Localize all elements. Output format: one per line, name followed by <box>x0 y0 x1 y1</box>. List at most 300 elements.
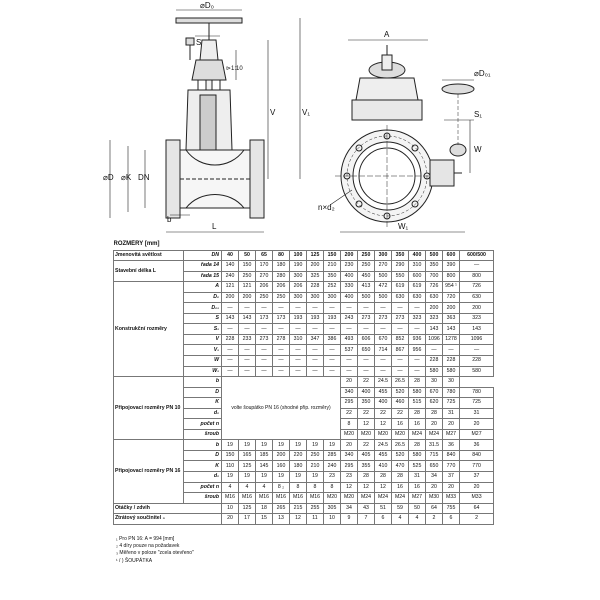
table-row <box>114 514 494 525</box>
table-cell: — <box>256 303 273 314</box>
table-cell: — <box>409 324 426 335</box>
table-cell: 770 <box>460 461 494 472</box>
table-cell: 8 <box>307 482 324 493</box>
table-cell: 125 <box>239 461 256 472</box>
table-cell: 206 <box>273 282 290 293</box>
table-cell: 193 <box>307 313 324 324</box>
table-cell: 520 <box>392 450 409 461</box>
table-cell: 250 <box>256 292 273 303</box>
table-cell: 64 <box>426 503 443 514</box>
table-cell: 22 <box>358 377 375 388</box>
table-header-row <box>114 250 494 261</box>
table-cell: 323 <box>426 313 443 324</box>
table-cell: 16 <box>409 419 426 430</box>
label-k: ⌀K <box>121 173 132 182</box>
table-cell: 780 <box>443 387 460 398</box>
table-cell: 20 <box>460 482 494 493</box>
table-cell: 150 <box>222 450 239 461</box>
table-cell: 37 <box>460 472 494 483</box>
table-cell: 670 <box>375 334 392 345</box>
table-cell: — <box>443 345 460 356</box>
table-cell: 300 <box>290 271 307 282</box>
table-cell: 22 <box>358 408 375 419</box>
table-cell: 1278 <box>443 334 460 345</box>
table-row <box>114 440 494 451</box>
table-cell: 7 <box>358 514 375 525</box>
table-cell: 852 <box>392 334 409 345</box>
table-cell: 19 <box>290 440 307 451</box>
table-cell: 250 <box>239 271 256 282</box>
table-cell: — <box>392 303 409 314</box>
row-sublabel: V₁ <box>184 345 222 356</box>
table-cell: 22 <box>358 440 375 451</box>
header-dn-value: 200 <box>341 250 358 261</box>
table-cell: 20 <box>426 482 443 493</box>
table-cell: M27 <box>409 493 426 504</box>
table-cell: 1096 <box>460 334 494 345</box>
table-cell: 470 <box>392 461 409 472</box>
table-cell: 173 <box>273 313 290 324</box>
table-cell: — <box>239 324 256 335</box>
table-cell: 143 <box>443 324 460 335</box>
table-cell: — <box>222 345 239 356</box>
table-cell: 725 <box>460 398 494 409</box>
table-cell: — <box>256 345 273 356</box>
table-cell: 230 <box>341 261 358 272</box>
row-sublabel: b <box>184 377 222 388</box>
table-cell: 413 <box>358 282 375 293</box>
table-cell: 19 <box>290 472 307 483</box>
row-sublabel: S₁ <box>184 324 222 335</box>
table-cell: 493 <box>341 334 358 345</box>
table-cell: 20 <box>222 514 239 525</box>
row-sublabel: šroub <box>184 429 222 440</box>
label-l: L <box>212 222 217 231</box>
table-cell: 28 <box>409 408 426 419</box>
table-cell: 24.5 <box>375 377 392 388</box>
table-cell: — <box>460 345 494 356</box>
table-cell: 600 <box>409 271 426 282</box>
table-cell: 10 <box>324 514 341 525</box>
table-cell: 210 <box>324 261 341 272</box>
table-cell: 300 <box>307 292 324 303</box>
table-cell: 278 <box>273 334 290 345</box>
table-cell: 28 <box>409 440 426 451</box>
table-cell: — <box>375 366 392 377</box>
table-cell: — <box>273 366 290 377</box>
label-slope: ⊳1:10 <box>226 66 243 72</box>
table-cell: — <box>392 366 409 377</box>
table-cell: — <box>273 303 290 314</box>
table-cell: 252 <box>324 282 341 293</box>
label-nd2: n×d₂ <box>318 203 335 212</box>
table-cell: M16 <box>307 493 324 504</box>
table-cell: 755 <box>443 503 460 514</box>
table-cell: 28 <box>392 472 409 483</box>
table-cell: 228 <box>222 334 239 345</box>
table-cell: 12 <box>375 419 392 430</box>
table-cell: — <box>307 324 324 335</box>
table-cell: 840 <box>443 450 460 461</box>
table-cell: 143 <box>222 313 239 324</box>
label-v1: V₁ <box>302 108 311 117</box>
row-sublabel: W <box>184 356 222 367</box>
table-cell: 630 <box>460 292 494 303</box>
table-cell: 800 <box>443 271 460 282</box>
table-cell: 630 <box>392 292 409 303</box>
table-cell: 36 <box>460 440 494 451</box>
table-cell: 550 <box>392 271 409 282</box>
footnote: ¹ / ) ŠOUPÁTKA <box>116 557 153 564</box>
table-cell: 22 <box>392 408 409 419</box>
table-cell: 16 <box>409 482 426 493</box>
table-row <box>114 282 494 293</box>
table-cell: 173 <box>256 313 273 324</box>
table-cell: 8 ₂ <box>273 482 290 493</box>
table-cell: 520 <box>392 387 409 398</box>
table-cell: 228 <box>460 356 494 367</box>
table-cell: 215 <box>290 503 307 514</box>
table-cell: 500 <box>375 292 392 303</box>
label-dn: DN <box>138 173 150 182</box>
header-dn-value: 80 <box>273 250 290 261</box>
table-cell: — <box>239 303 256 314</box>
table-cell: 295 <box>341 398 358 409</box>
table-cell: — <box>324 324 341 335</box>
table-cell: — <box>222 356 239 367</box>
table-cell: — <box>375 303 392 314</box>
table-cell: 31 <box>409 472 426 483</box>
table-cell: — <box>239 356 256 367</box>
table-cell: 954 ¹ <box>443 282 460 293</box>
table-cell: — <box>324 345 341 356</box>
table-row <box>114 377 494 388</box>
row-label: Ztrátový součinitel ₃ <box>114 514 222 525</box>
table-cell: 290 <box>392 261 409 272</box>
table-cell: 200 <box>239 292 256 303</box>
header-dn-sub: DN <box>184 250 222 261</box>
table-cell: — <box>307 356 324 367</box>
table-cell: — <box>375 356 392 367</box>
label-d0: ⌀D₀ <box>200 1 214 10</box>
table-cell: 285 <box>324 450 341 461</box>
table-cell: 310 <box>409 261 426 272</box>
table-cell: 200 <box>307 261 324 272</box>
header-dn-value: 125 <box>307 250 324 261</box>
table-cell: 210 <box>307 461 324 472</box>
table-cell: 31.5 <box>426 440 443 451</box>
label-b: b <box>167 215 172 224</box>
table-cell: 37 <box>443 472 460 483</box>
label-w1: W₁ <box>398 222 409 231</box>
table-cell: 26.5 <box>392 377 409 388</box>
table-cell: — <box>273 324 290 335</box>
table-cell: — <box>239 345 256 356</box>
table-cell: — <box>324 366 341 377</box>
table-cell: 16 <box>392 419 409 430</box>
table-cell: 580 <box>460 366 494 377</box>
table-cell: 1096 <box>426 334 443 345</box>
table-cell: 228 <box>426 356 443 367</box>
table-cell: — <box>392 324 409 335</box>
table-cell: 714 <box>375 345 392 356</box>
table-cell: 140 <box>222 261 239 272</box>
table-cell: 340 <box>341 387 358 398</box>
row-sublabel: V <box>184 334 222 345</box>
table-cell: 255 <box>307 503 324 514</box>
row-sublabel: W₁ <box>184 366 222 377</box>
table-cell: — <box>239 366 256 377</box>
group-label: Připojovací rozměry PN 16 <box>114 440 184 503</box>
table-cell: 400 <box>341 271 358 282</box>
table-cell: 400 <box>375 398 392 409</box>
table-cell: 240 <box>222 271 239 282</box>
table-cell: 20 <box>443 419 460 430</box>
table-cell: — <box>409 303 426 314</box>
table-cell: 250 <box>307 450 324 461</box>
table-cell: 2 <box>426 514 443 525</box>
label-d01: ⌀D₀₁ <box>474 69 491 78</box>
table-cell: M16 <box>239 493 256 504</box>
table-cell: 59 <box>392 503 409 514</box>
table-cell: 51 <box>375 503 392 514</box>
table-cell: — <box>358 356 375 367</box>
table-cell: — <box>324 303 341 314</box>
footnotes <box>116 536 194 565</box>
valve-body-side <box>166 90 264 218</box>
table-cell: 20 <box>341 377 358 388</box>
table-cell: 145 <box>256 461 273 472</box>
dimensions-table <box>113 240 494 525</box>
table-cell: 580 <box>443 366 460 377</box>
table-cell: — <box>392 356 409 367</box>
table-cell: — <box>307 366 324 377</box>
table-cell: 20 <box>341 440 358 451</box>
table-cell: 780 <box>460 387 494 398</box>
table-cell: 6 <box>375 514 392 525</box>
row-sublabel: D₀₁ <box>184 303 222 314</box>
table-cell: 26.5 <box>392 440 409 451</box>
group-label: Konstrukční rozměry <box>114 282 184 377</box>
table-cell: 386 <box>324 334 341 345</box>
table-cell: 28 <box>426 408 443 419</box>
table-title-row <box>114 240 494 250</box>
table-cell: 170 <box>256 261 273 272</box>
table-cell: — <box>222 303 239 314</box>
table-cell: 50 <box>409 503 426 514</box>
table-cell: 347 <box>307 334 324 345</box>
table-cell: 19 <box>222 472 239 483</box>
row-sublabel: A <box>184 282 222 293</box>
table-cell: 165 <box>239 450 256 461</box>
table-cell: — <box>375 324 392 335</box>
table-cell: 23 <box>324 472 341 483</box>
table-cell: 64 <box>460 503 494 514</box>
table-cell: 273 <box>256 334 273 345</box>
table-cell: 20 <box>443 482 460 493</box>
table-cell: 8 <box>341 419 358 430</box>
table-cell: 580 <box>426 366 443 377</box>
table-cell: 16 <box>392 482 409 493</box>
table-cell: M20 <box>324 493 341 504</box>
table-cell: 4 <box>409 514 426 525</box>
table-row <box>114 261 494 272</box>
table-cell: — <box>409 356 426 367</box>
table-cell: 9 <box>341 514 358 525</box>
valve-body-front <box>335 78 439 227</box>
header-dn-value: 150 <box>324 250 341 261</box>
row-sublabel: řada 15 <box>184 271 222 282</box>
table-cell: 19 <box>256 472 273 483</box>
header-dn-value: 50 <box>239 250 256 261</box>
table-cell: 410 <box>375 461 392 472</box>
table-cell: 936 <box>409 334 426 345</box>
header-dn-value: 250 <box>358 250 375 261</box>
table-cell: 19 <box>273 440 290 451</box>
row-sublabel: D <box>184 450 222 461</box>
header-dn-value: 600 <box>443 250 460 261</box>
table-cell: 800 <box>460 271 494 282</box>
table-cell: 31 <box>443 408 460 419</box>
table-cell: 17 <box>239 514 256 525</box>
table-cell: 36 <box>443 440 460 451</box>
table-cell: 11 <box>307 514 324 525</box>
table-cell: M24 <box>409 429 426 440</box>
table-cell: — <box>273 345 290 356</box>
table-cell: 280 <box>273 271 290 282</box>
table-cell: 300 <box>324 292 341 303</box>
row-sublabel: b <box>184 440 222 451</box>
table-cell: 110 <box>222 461 239 472</box>
row-label: Otáčky / zdvih <box>114 503 222 514</box>
table-cell: — <box>256 366 273 377</box>
table-cell: 12 <box>341 482 358 493</box>
row-sublabel: D₀ <box>184 292 222 303</box>
table-cell: 200 <box>273 450 290 461</box>
table-cell: 23 <box>341 472 358 483</box>
table-cell: M20 <box>392 429 409 440</box>
table-cell: 228 <box>443 356 460 367</box>
table-cell: 355 <box>358 461 375 472</box>
table-cell: 125 <box>239 503 256 514</box>
row-sublabel: K <box>184 398 222 409</box>
table-cell: 193 <box>324 313 341 324</box>
table-cell: 121 <box>239 282 256 293</box>
table-cell: — <box>324 356 341 367</box>
table-cell: 630 <box>409 292 426 303</box>
table-cell: M33 <box>443 493 460 504</box>
table-cell: M33 <box>460 493 494 504</box>
table-cell: M20 <box>341 493 358 504</box>
header-dn-value: 600/500 <box>460 250 494 261</box>
table-cell: 12 <box>358 482 375 493</box>
table-cell: 325 <box>307 271 324 282</box>
table-cell: — <box>307 303 324 314</box>
table-cell: 670 <box>426 387 443 398</box>
table-cell: 150 <box>239 261 256 272</box>
table-cell: — <box>358 324 375 335</box>
row-sublabel: d₂ <box>184 472 222 483</box>
table-cell: 19 <box>307 440 324 451</box>
table-cell: 725 <box>443 398 460 409</box>
table-cell: — <box>290 303 307 314</box>
handwheel-front <box>369 45 405 78</box>
header-dn-value: 40 <box>222 250 239 261</box>
header-dn-value: 350 <box>392 250 409 261</box>
table-cell: 19 <box>256 440 273 451</box>
table-cell: 121 <box>222 282 239 293</box>
table-cell: 630 <box>426 292 443 303</box>
table-cell: 455 <box>375 387 392 398</box>
header-dn-value: 400 <box>409 250 426 261</box>
row-sublabel: d₂ <box>184 408 222 419</box>
table-cell: 350 <box>324 271 341 282</box>
table-cell: 200 <box>222 292 239 303</box>
table-cell: 19 <box>239 472 256 483</box>
footnote: ₁ Pro PN 16: A = 994 [mm] <box>116 536 175 542</box>
table-cell: 8 <box>290 482 307 493</box>
table-cell: 13 <box>273 514 290 525</box>
table-cell: 537 <box>341 345 358 356</box>
table-cell: 160 <box>273 461 290 472</box>
table-cell: 200 <box>426 303 443 314</box>
table-cell: 12 <box>375 482 392 493</box>
row-sublabel: D <box>184 387 222 398</box>
table-row <box>114 503 494 514</box>
table-cell: 206 <box>290 282 307 293</box>
table-cell: 24.5 <box>375 440 392 451</box>
table-cell: 273 <box>392 313 409 324</box>
table-cell: 143 <box>239 313 256 324</box>
table-cell: 715 <box>426 450 443 461</box>
table-cell: 265 <box>273 503 290 514</box>
table-cell: 956 <box>409 345 426 356</box>
table-cell: 4 <box>222 482 239 493</box>
table-cell: 472 <box>375 282 392 293</box>
table-cell: 273 <box>358 313 375 324</box>
table-cell: 4 <box>256 482 273 493</box>
table-cell: 190 <box>290 261 307 272</box>
table-cell: 323 <box>460 313 494 324</box>
table-cell: 2 <box>460 514 494 525</box>
table-cell: 28 <box>358 472 375 483</box>
row-sublabel: řada 14 <box>184 261 222 272</box>
table-cell: 180 <box>290 461 307 472</box>
table-cell: 726 <box>426 282 443 293</box>
table-cell: 400 <box>358 387 375 398</box>
table-cell: 525 <box>409 461 426 472</box>
table-cell: 450 <box>358 271 375 282</box>
table-cell: 700 <box>426 271 443 282</box>
table-cell: 606 <box>358 334 375 345</box>
table-cell: — <box>290 345 307 356</box>
table-cell: M24 <box>426 429 443 440</box>
table-cell: 300 <box>290 292 307 303</box>
table-cell: — <box>409 366 426 377</box>
table-cell: 31 <box>460 408 494 419</box>
table-cell: — <box>290 324 307 335</box>
table-cell: 19 <box>222 440 239 451</box>
table-cell: 720 <box>443 292 460 303</box>
table-cell: 323 <box>409 313 426 324</box>
table-cell: 19 <box>239 440 256 451</box>
table-cell: 19 <box>324 440 341 451</box>
table-cell: M16 <box>256 493 273 504</box>
table-cell: 500 <box>358 292 375 303</box>
table-cell: — <box>341 324 358 335</box>
table-cell: 350 <box>426 261 443 272</box>
table-cell: 515 <box>409 398 426 409</box>
